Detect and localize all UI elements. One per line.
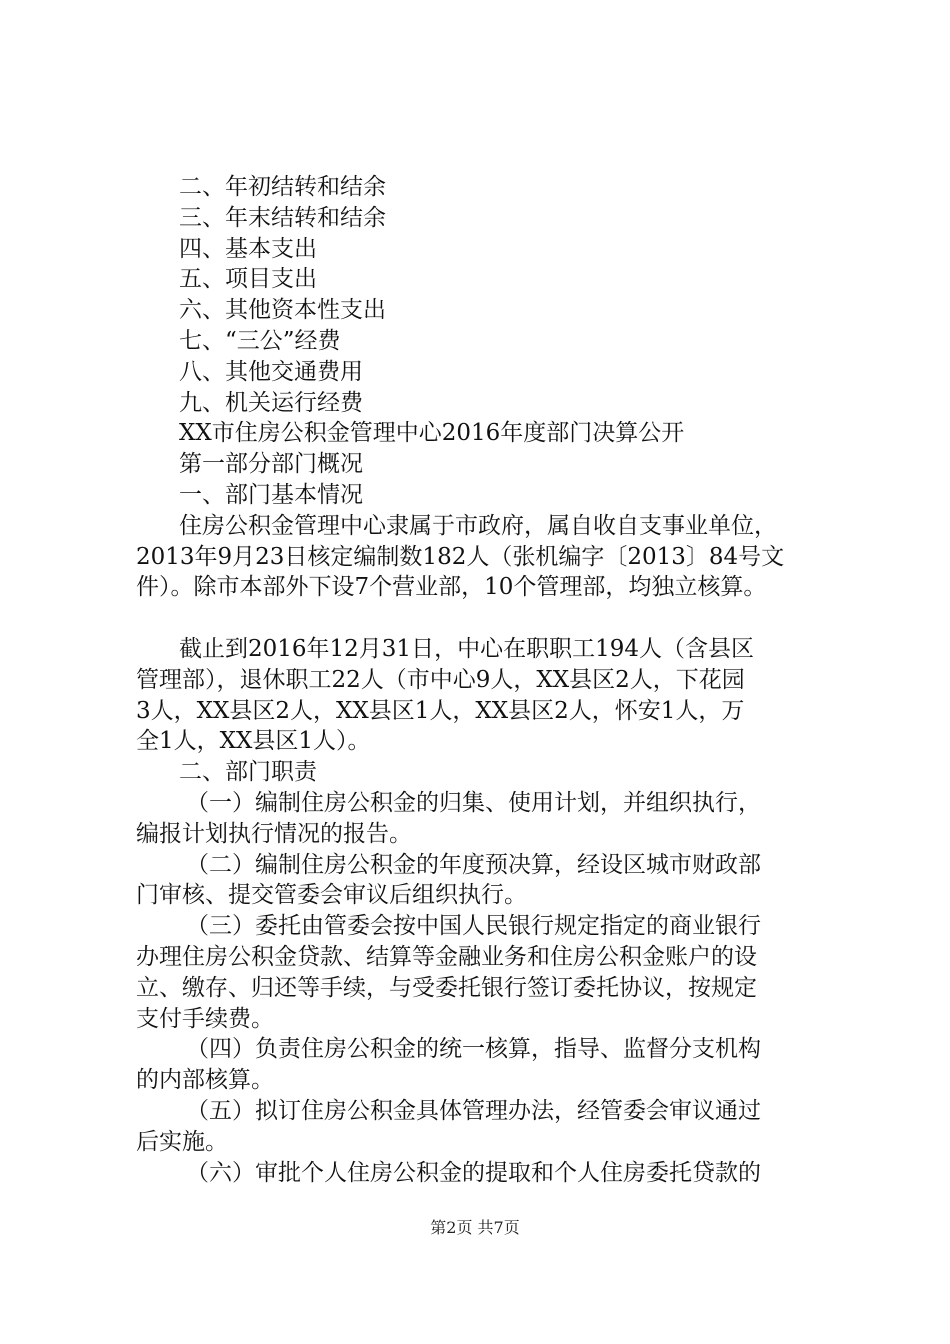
duty-line: 的内部核算。 bbox=[136, 1067, 274, 1094]
heading-operation: 九、机关运行经费 bbox=[179, 389, 363, 416]
document-title: XX市住房公积金管理中心2016年度部门决算公开 bbox=[179, 420, 685, 447]
section-one-title: 一、部门基本情况 bbox=[179, 481, 363, 508]
paragraph-line: 2013年9月23日核定编制数182人（张机编字〔2013〕84号文 bbox=[136, 543, 785, 570]
duty-line: （四）负责住房公积金的统一核算，指导、监督分支机构 bbox=[186, 1036, 761, 1063]
heading-capital-expenditure: 六、其他资本性支出 bbox=[179, 297, 386, 324]
duty-line: 后实施。 bbox=[136, 1128, 228, 1155]
duty-item-6 bbox=[136, 1158, 836, 1189]
heading-project-expenditure: 五、项目支出 bbox=[179, 266, 317, 293]
duty-item-3 bbox=[136, 911, 836, 1034]
duty-item-2 bbox=[136, 850, 836, 912]
blank-line bbox=[136, 603, 836, 634]
paragraph-line: 管理部），退休职工22人（市中心9人，XX县区2人，下花园 bbox=[136, 666, 745, 693]
paragraph-line: 3人，XX县区2人，XX县区1人，XX县区2人，怀安1人，万 bbox=[136, 697, 745, 724]
duty-line: 编报计划执行情况的报告。 bbox=[136, 820, 412, 847]
duty-item-4 bbox=[136, 1034, 836, 1096]
duty-line: （六）审批个人住房公积金的提取和个人住房委托贷款的 bbox=[186, 1159, 761, 1186]
duty-line: 立、缴存、归还等手续，与受委托银行签订委托协议，按规定 bbox=[136, 974, 757, 1001]
page-footer: 第2页 共7页 bbox=[430, 1218, 520, 1237]
paragraph-basic-info bbox=[136, 511, 836, 603]
heading-transport: 八、其他交通费用 bbox=[179, 358, 363, 385]
heading-carryover-start: 二、年初结转和结余 bbox=[179, 174, 386, 200]
duty-line: 门审核、提交管委会审议后组织执行。 bbox=[136, 882, 527, 909]
duty-line: 办理住房公积金贷款、结算等金融业务和住房公积金账户的设 bbox=[136, 943, 757, 970]
document-body bbox=[136, 172, 836, 1188]
paragraph-staff bbox=[136, 634, 836, 757]
part-one-title: 第一部分部门概况 bbox=[179, 451, 363, 478]
section-two-title: 二、部门职责 bbox=[179, 759, 317, 786]
heading-carryover-end: 三、年末结转和结余 bbox=[179, 204, 386, 231]
duty-line: （五）拟订住房公积金具体管理办法，经管委会审议通过 bbox=[186, 1097, 761, 1124]
heading-basic-expenditure: 四、基本支出 bbox=[179, 235, 317, 262]
paragraph-line: 全1人，XX县区1人）。 bbox=[136, 728, 371, 755]
paragraph-line: 件）。除市本部外下设7个营业部，10个管理部，均独立核算。 bbox=[136, 574, 767, 601]
duty-line: （三）委托由管委会按中国人民银行规定指定的商业银行 bbox=[186, 913, 761, 940]
duty-line: （二）编制住房公积金的年度预决算，经设区城市财政部 bbox=[186, 851, 761, 878]
paragraph-line: 住房公积金管理中心隶属于市政府，属自收自支事业单位， bbox=[179, 512, 777, 539]
paragraph-line: 截止到2016年12月31日，中心在职职工194人（含县区 bbox=[179, 635, 754, 662]
duty-line: 支付手续费。 bbox=[136, 1005, 274, 1032]
duty-item-5 bbox=[136, 1096, 836, 1158]
heading-three-public: 七、“三公”经费 bbox=[179, 327, 341, 354]
duty-item-1 bbox=[136, 788, 836, 850]
duty-line: （一）编制住房公积金的归集、使用计划，并组织执行， bbox=[186, 789, 761, 816]
